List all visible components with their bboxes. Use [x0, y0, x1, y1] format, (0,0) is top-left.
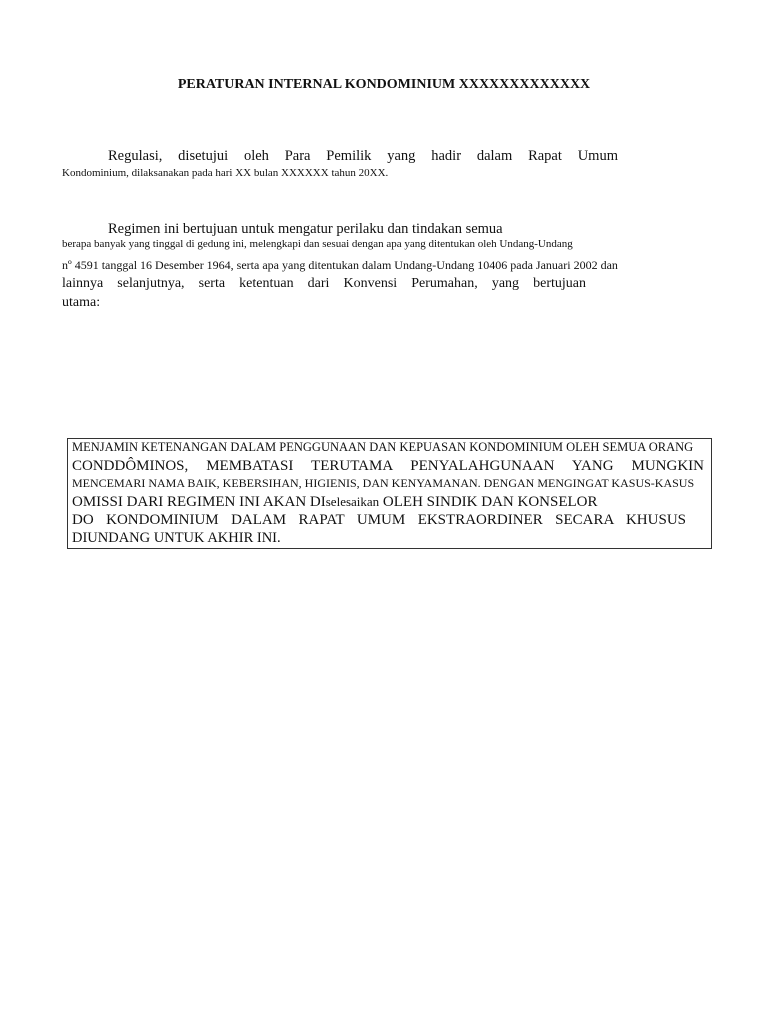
paragraph-2-line-2: berapa banyak yang tinggal di gedung ini, melengkapi dan sesuai dengan apa yang ditentukan oleh Undang-Undang — [62, 238, 573, 250]
notice-box — [67, 438, 712, 549]
notice-line-4-lowercase: selesaikan — [325, 494, 380, 509]
notice-line-6: DIUNDANG UNTUK AKHIR INI. — [72, 530, 281, 546]
paragraph-2-line-1: Regimen ini bertujuan untuk mengatur perilaku dan tindakan semua — [108, 221, 503, 237]
notice-line-4 — [72, 494, 598, 511]
document-title: PERATURAN INTERNAL KONDOMINIUM XXXXXXXXXXXXX — [177, 77, 591, 92]
paragraph-2-line-4: lainnya selanjutnya, serta ketentuan dari Konvensi Perumahan, yang bertujuan — [62, 276, 586, 291]
notice-line-3: MENCEMARI NAMA BAIK, KEBERSIHAN, HIGIENIS, DAN KENYAMANAN. DENGAN MENGINGAT KASUS-KASUS — [72, 476, 695, 490]
paragraph-1-line-2: Kondominium, dilaksanakan pada hari XX bulan XXXXXX tahun 20XX. — [62, 167, 389, 179]
notice-line-1: MENJAMIN KETENANGAN DALAM PENGGUNAAN DAN KEPUASAN KONDOMINIUM OLEH SEMUA ORANG — [72, 440, 694, 454]
paragraph-1-line-1: Regulasi, disetujui oleh Para Pemilik yang hadir dalam Rapat Umum — [108, 148, 618, 164]
paragraph-2-line-3: nº 4591 tanggal 16 Desember 1964, serta apa yang ditentukan dalam Undang-Undang 10406 pada Januari 2002 dan — [62, 258, 618, 272]
notice-line-5: DO KONDOMINIUM DALAM RAPAT UMUM EKSTRAORDINER SECARA KHUSUS — [72, 512, 686, 528]
notice-line-2: CONDDÔMINOS, MEMBATASI TERUTAMA PENYALAHGUNAAN YANG MUNGKIN — [72, 458, 704, 474]
paragraph-2-line-5: utama: — [62, 295, 101, 310]
notice-line-4-end: OLEH SINDIK DAN KONSELOR — [379, 494, 598, 510]
notice-line-4-start: OMISSI DARI REGIMEN INI AKAN DI — [72, 494, 326, 510]
